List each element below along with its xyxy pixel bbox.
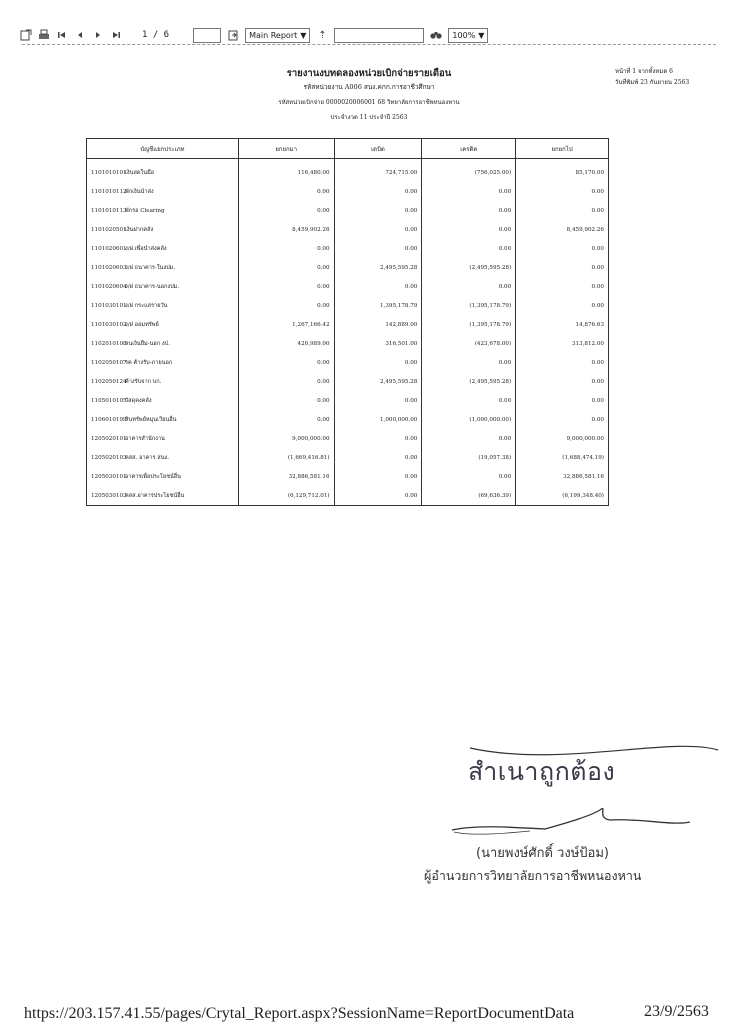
account-code: 1102050124 (91, 378, 127, 385)
account-cell (87, 239, 239, 258)
report-title: รายงานงบทดลองหน่วยเบิกจ่ายรายเดือน (286, 68, 452, 79)
opening-balance-cell: 9,000,000.00 (238, 429, 334, 448)
opening-balance-cell: 1,267,166.42 (238, 315, 334, 334)
header-debit: เดบิต (334, 139, 422, 159)
toolbar-divider (22, 44, 716, 45)
account-code: 1106010199 (91, 416, 127, 423)
closing-balance-cell: 8,459,902.26 (566, 226, 604, 233)
credit-cell: 0.00 (422, 201, 516, 220)
debit-cell: 1,395,178.79 (334, 296, 422, 315)
opening-balance-cell: 0.00 (238, 391, 334, 410)
credit-cell: 0.00 (422, 467, 516, 486)
account-name: สินทรัพย์หมุนเวียนอื่น (125, 416, 177, 423)
account-code: 1101020603 (91, 264, 127, 271)
table-row (87, 372, 609, 391)
debit-cell: 0.00 (334, 182, 422, 201)
account-code: 1102050107 (91, 359, 127, 366)
next-page-icon[interactable] (92, 29, 104, 41)
report-period: ประจำงวด 11 ประจำปี 2563 (330, 114, 408, 121)
opening-balance-cell: 0.00 (238, 410, 334, 429)
account-code: 1101030102 (91, 321, 127, 328)
credit-cell: 0.00 (422, 353, 516, 372)
closing-balance-cell: 0.00 (591, 264, 604, 271)
account-cell (87, 220, 239, 239)
opening-balance-cell: 32,886,581.16 (238, 467, 334, 486)
closing-balance-cell: 0.00 (591, 245, 604, 252)
credit-cell: (756,025.00) (422, 159, 516, 183)
account-name: ง/ฝ ออมทรัพย์ (125, 321, 159, 328)
credit-cell: 0.00 (422, 277, 516, 296)
opening-balance-cell: 0.00 (238, 182, 334, 201)
table-row (87, 486, 609, 506)
account-cell (87, 391, 239, 410)
debit-cell: 0.00 (334, 239, 422, 258)
table-row (87, 391, 609, 410)
debit-cell: 0.00 (334, 277, 422, 296)
account-name: เงินฝากคลัง (125, 226, 154, 233)
account-name: ง/ฝ ธนาคาร-ในงปม. (125, 264, 176, 271)
table-row (87, 258, 609, 277)
account-name: เงินสดในมือ (125, 169, 155, 176)
opening-balance-cell: 0.00 (238, 258, 334, 277)
closing-balance-cell: (1,688,474.19) (562, 454, 604, 461)
table-row (87, 239, 609, 258)
debit-cell: 0.00 (334, 486, 422, 506)
report-select-value: Main Report (249, 30, 298, 40)
disbursing-unit: รหัสหน่วยเบิกจ่าย 0000020006001 68 วิทยาลัยการอาชีพหนองหาน (278, 99, 460, 106)
credit-cell: (1,395,178.79) (422, 315, 516, 334)
closing-balance-cell: 85,170.00 (575, 169, 604, 176)
prev-page-icon[interactable] (74, 29, 86, 41)
agency-code: รหัสหน่วยงาน A006 สนง.คกก.การอาชีวศึกษา (303, 83, 435, 91)
account-name: ลนเงินยืม-นอก งป. (125, 340, 170, 347)
account-cell (87, 258, 239, 277)
debit-cell: 0.00 (334, 448, 422, 467)
closing-balance-cell: 313,812.00 (571, 340, 604, 347)
opening-balance-cell: 0.00 (238, 353, 334, 372)
account-cell (87, 315, 239, 334)
page-counter: 1 / 6 (142, 30, 170, 40)
closing-balance-cell: 0.00 (591, 397, 604, 404)
credit-cell: (2,495,595.28) (422, 372, 516, 391)
closing-balance-cell: 9,000,000.00 (566, 435, 604, 442)
account-name: อาคารสำนักงาน (125, 435, 165, 442)
table-row (87, 220, 609, 239)
account-code: 1101020501 (91, 226, 127, 233)
account-code: 1101030101 (91, 302, 127, 309)
opening-balance-cell: (6,129,712.01) (238, 486, 334, 506)
credit-cell: 0.00 (422, 391, 516, 410)
table-row (87, 315, 609, 334)
footer-url: https://203.157.41.55/pages/Crytal_Report.aspx?SessionName=ReportDocumentData (24, 1005, 575, 1022)
debit-cell: 316,501.00 (334, 334, 422, 353)
opening-balance-cell: 0.00 (238, 239, 334, 258)
credit-cell: (2,495,595.28) (422, 258, 516, 277)
table-row (87, 429, 609, 448)
account-name: พักเงินนำส่ง (125, 188, 154, 195)
account-code: 1101010101 (91, 169, 127, 176)
header-opening: ยกยกมา (238, 139, 334, 159)
table-row (87, 182, 609, 201)
table-body (87, 159, 609, 506)
account-cell (87, 467, 239, 486)
opening-balance-cell: 0.00 (238, 372, 334, 391)
parent-report-icon[interactable]: ⇡ (318, 29, 327, 41)
debit-cell: 0.00 (334, 201, 422, 220)
account-code: 1205020103 (91, 454, 127, 461)
account-name: รค ค้างรับ-ภายนอก (125, 359, 173, 366)
closing-balance-cell: 32,886,581.16 (563, 473, 604, 480)
closing-balance-cell: 0.00 (591, 283, 604, 290)
table-row (87, 334, 609, 353)
account-name: ง/ฝ.เพื่อนำส่งคลัง (125, 245, 167, 252)
closing-balance-cell: 0.00 (591, 207, 604, 214)
debit-cell: 1,000,000.00 (334, 410, 422, 429)
credit-cell: 0.00 (422, 429, 516, 448)
account-code: 1101010112 (91, 188, 127, 195)
credit-cell: (69,636.39) (422, 486, 516, 506)
search-input[interactable] (334, 28, 424, 43)
table-row (87, 296, 609, 315)
closing-balance-cell: 0.00 (591, 359, 604, 366)
trial-balance-table (86, 138, 609, 506)
credit-cell: (19,057.38) (422, 448, 516, 467)
opening-balance-cell: 0.00 (238, 296, 334, 315)
debit-cell: 0.00 (334, 220, 422, 239)
account-code: 1101020601 (91, 245, 127, 252)
signer-name: (นายพงษ์ศักดิ์ วงษ์ป้อม) (476, 846, 609, 861)
account-name: อาคารเพื่อประโยชน์อื่น (125, 473, 181, 480)
closing-balance-cell: (6,199,348.40) (562, 492, 604, 499)
zoom-select-value: 100% (452, 30, 476, 40)
opening-balance-cell: 0.00 (238, 277, 334, 296)
export-icon[interactable] (20, 29, 32, 41)
debit-cell: 0.00 (334, 391, 422, 410)
opening-balance-cell: (1,669,416.81) (238, 448, 334, 467)
header-account: บัญชีแยกประเภท (87, 139, 239, 159)
last-page-icon[interactable] (110, 29, 122, 41)
page-number: หน้าที่ 1 จากทั้งหมด 6 (615, 68, 673, 75)
table-header-row (87, 139, 609, 159)
table-row (87, 353, 609, 372)
opening-balance-cell: 420,989.00 (238, 334, 334, 353)
account-name: ค้างรับจาก บก. (125, 378, 162, 385)
account-name: พักรอ Clearing (125, 207, 165, 214)
print-icon[interactable] (38, 29, 50, 41)
goto-page-icon[interactable] (227, 29, 239, 41)
account-name: วัสดุคงคลัง (125, 397, 152, 404)
account-cell (87, 353, 239, 372)
table-row (87, 467, 609, 486)
header-closing: ยกยกไป (516, 139, 609, 159)
footer-date: 23/9/2563 (644, 1003, 709, 1020)
chevron-down-icon: ▼ (478, 30, 485, 40)
opening-balance-cell: 0.00 (238, 201, 334, 220)
debit-cell: 142,889.00 (334, 315, 422, 334)
account-code: 1205030103 (91, 492, 127, 499)
account-cell (87, 334, 239, 353)
signer-position: ผู้อำนวยการวิทยาลัยการอาชีพหนองหาน (424, 868, 642, 883)
account-name: ง/ฝ ธนาคาร-นอกงปม. (125, 283, 180, 290)
table-row (87, 410, 609, 429)
debit-cell: 0.00 (334, 353, 422, 372)
account-code: 1205020101 (91, 435, 127, 442)
header-credit: เครดิต (422, 139, 516, 159)
account-code: 1101020604 (91, 283, 127, 290)
account-cell (87, 448, 239, 467)
debit-cell: 724,715.00 (334, 159, 422, 183)
account-code: 1102010108 (91, 340, 127, 347)
closing-balance-cell: 0.00 (591, 188, 604, 195)
opening-balance-cell: 8,459,902.26 (238, 220, 334, 239)
debit-cell: 0.00 (334, 467, 422, 486)
debit-cell: 0.00 (334, 429, 422, 448)
zoom-select[interactable] (448, 28, 488, 43)
account-cell (87, 296, 239, 315)
report-select[interactable] (245, 28, 310, 43)
account-cell (87, 277, 239, 296)
credit-cell: 0.00 (422, 220, 516, 239)
credit-cell: (1,395,178.79) (422, 296, 516, 315)
account-cell (87, 159, 239, 183)
account-code: 1205030101 (91, 473, 127, 480)
credit-cell: (423,678.00) (422, 334, 516, 353)
credit-cell: (1,000,000.00) (422, 410, 516, 429)
goto-page-input[interactable] (193, 28, 221, 43)
account-code: 1101010113 (91, 207, 127, 214)
table-row (87, 448, 609, 467)
account-cell (87, 410, 239, 429)
account-cell (87, 201, 239, 220)
opening-balance-cell: 116,480.00 (238, 159, 334, 183)
account-name: คสส.อาคารประโยชน์อื่น (125, 492, 185, 499)
account-cell (87, 486, 239, 506)
account-name: ง/ฝ กระแสรายวัน (125, 302, 168, 309)
closing-balance-cell: 0.00 (591, 378, 604, 385)
credit-cell: 0.00 (422, 182, 516, 201)
closing-balance-cell: 14,876.63 (575, 321, 604, 328)
debit-cell: 2,495,595.28 (334, 372, 422, 391)
account-cell (87, 372, 239, 391)
account-code: 1105010105 (91, 397, 127, 404)
table-row (87, 159, 609, 183)
closing-balance-cell: 0.00 (591, 302, 604, 309)
debit-cell: 2,495,595.28 (334, 258, 422, 277)
account-cell (87, 429, 239, 448)
binoculars-icon[interactable] (430, 29, 442, 41)
first-page-icon[interactable] (56, 29, 68, 41)
report-viewer-toolbar (20, 24, 720, 46)
account-cell (87, 182, 239, 201)
closing-balance-cell: 0.00 (591, 416, 604, 423)
print-date: วันที่พิมพ์ 23 กันยายน 2563 (615, 79, 690, 86)
chevron-down-icon: ▼ (300, 30, 307, 40)
account-name: คสส. อาคาร สนง. (125, 454, 170, 461)
table-row (87, 201, 609, 220)
certified-copy-stamp: สำเนาถูกต้อง (468, 757, 616, 786)
page-info (615, 66, 689, 88)
credit-cell: 0.00 (422, 239, 516, 258)
table-row (87, 277, 609, 296)
